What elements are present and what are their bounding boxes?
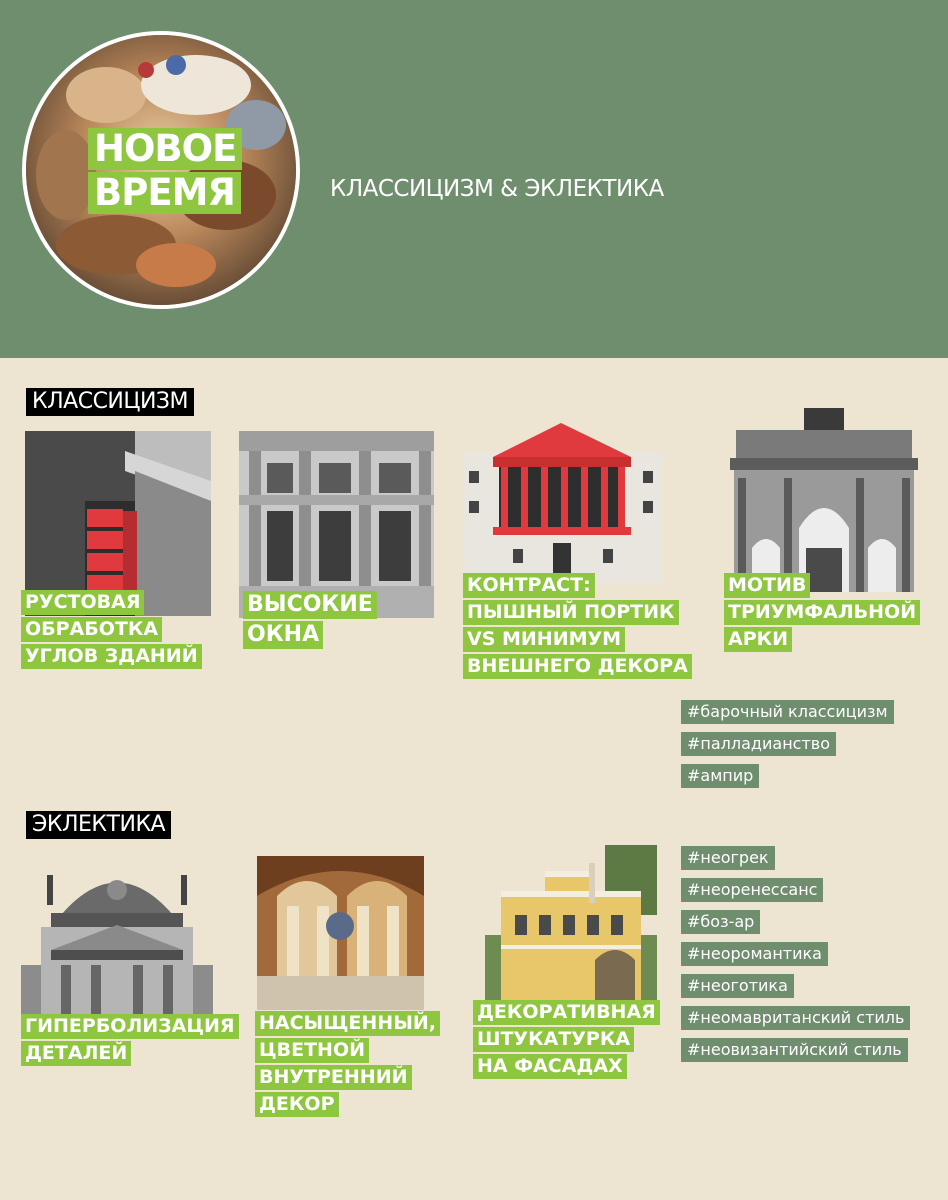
caption-line: ДЕТАЛЕЙ [21, 1041, 131, 1066]
page-subtitle: КЛАССИЦИЗМ & ЭКЛЕКТИКА [330, 176, 664, 202]
caption-line: НА ФАСАДАХ [473, 1054, 627, 1079]
rustication-image [25, 431, 211, 616]
caption-line: НАСЫЩЕННЫЙ, [255, 1011, 440, 1036]
tag[interactable]: #боз-ар [681, 910, 760, 934]
tag[interactable]: #неогрек [681, 846, 775, 870]
colorful-interior-image [257, 856, 424, 1010]
tall-windows-image [239, 431, 434, 618]
caption-line: ОБРАБОТКА [21, 617, 162, 642]
caption-line: ШТУКАТУРКА [473, 1027, 634, 1052]
caption-line: ЦВЕТНОЙ [255, 1038, 369, 1063]
caption-line: ВНУТРЕННИЙ [255, 1065, 412, 1090]
tag[interactable]: #барочный классицизм [681, 700, 894, 724]
card-rustication-caption [21, 590, 202, 671]
caption-line: ВЫСОКИЕ [243, 591, 377, 619]
caption-line: ОКНА [243, 621, 323, 649]
title-badge-line2: ВРЕМЯ [88, 172, 241, 214]
red-portico-image [463, 421, 662, 583]
caption-line: VS МИНИМУМ [463, 627, 625, 652]
caption-line: ПЫШНЫЙ ПОРТИК [463, 600, 679, 625]
caption-line: РУСТОВАЯ [21, 590, 144, 615]
caption-line: КОНТРАСТ: [463, 573, 595, 598]
tag[interactable]: #неоготика [681, 974, 794, 998]
section-label-classicism: КЛАССИЦИЗМ [26, 388, 194, 416]
card-interior-caption [255, 1011, 440, 1119]
card-portico-caption [463, 573, 692, 681]
tag[interactable]: #ампир [681, 764, 759, 788]
classicism-tags [681, 700, 894, 796]
eclecticism-tags [681, 846, 910, 1070]
caption-line: ГИПЕРБОЛИЗАЦИЯ [21, 1014, 239, 1039]
tag[interactable]: #неовизантийский стиль [681, 1038, 908, 1062]
tag[interactable]: #неоромантика [681, 942, 828, 966]
caption-line: ДЕКОРАТИВНАЯ [473, 1000, 660, 1025]
card-arch-caption [724, 573, 920, 654]
tag[interactable]: #неомавританский стиль [681, 1006, 910, 1030]
title-badge-line1: НОВОЕ [88, 128, 242, 170]
baroque-fresco-image [22, 31, 300, 309]
caption-line: МОТИВ [724, 573, 810, 598]
card-stucco-caption [473, 1000, 660, 1081]
card-tall-windows-caption [243, 591, 377, 651]
stucco-facade-image [485, 845, 657, 1005]
caption-line: ДЕКОР [255, 1092, 339, 1117]
triumphal-arch-image [724, 408, 924, 592]
tag[interactable]: #палладианство [681, 732, 836, 756]
tag[interactable]: #неоренессанс [681, 878, 823, 902]
header-banner [0, 0, 948, 358]
caption-line: АРКИ [724, 627, 792, 652]
caption-line: ВНЕШНЕГО ДЕКОРА [463, 654, 692, 679]
caption-line: ТРИУМФАЛЬНОЙ [724, 600, 920, 625]
caption-line: УГЛОВ ЗДАНИЙ [21, 644, 202, 669]
section-label-eclecticism: ЭКЛЕКТИКА [26, 811, 171, 839]
card-details-caption [21, 1014, 239, 1068]
ornate-facade-image [21, 855, 213, 1020]
